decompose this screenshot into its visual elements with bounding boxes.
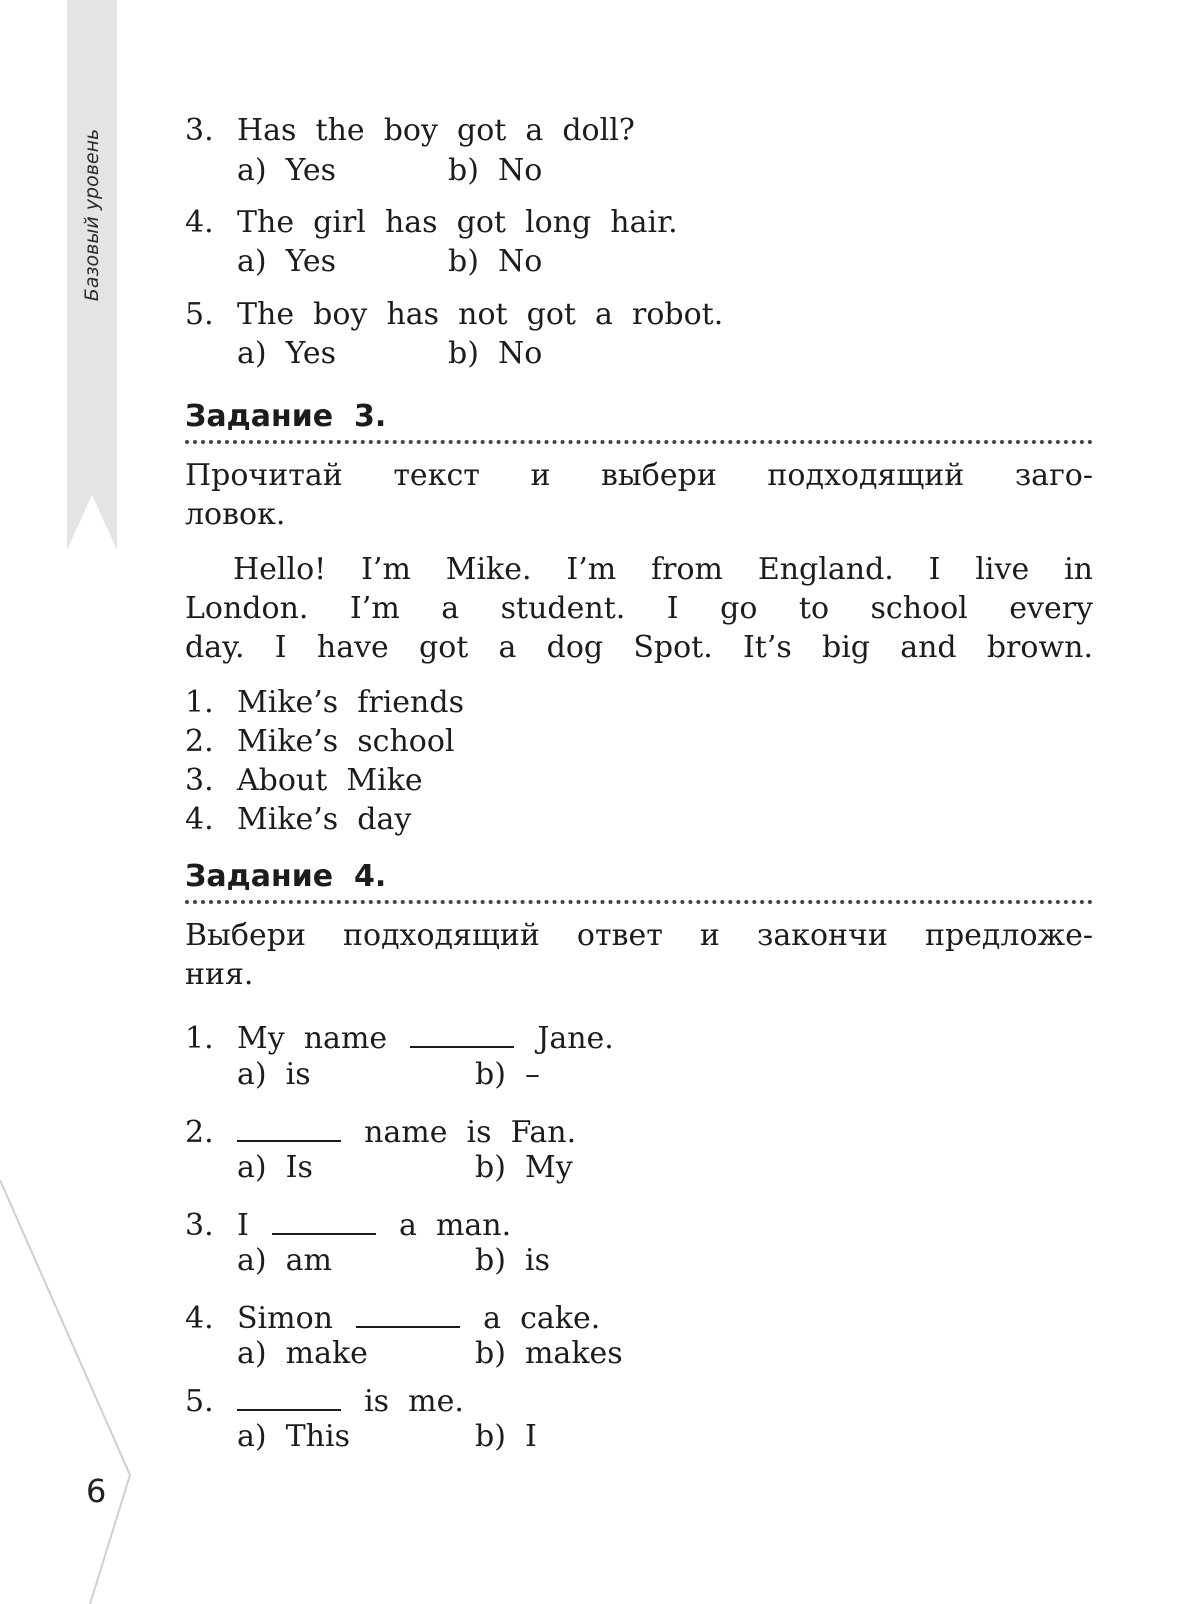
page-number: 6 [86,1472,107,1510]
option-a: a) Yes [237,244,337,279]
dotted-divider [185,900,1093,904]
title-option: 3. About Mike [185,763,423,798]
task-4-instruction-cont: ния. [185,957,254,992]
reading-text-line: day. I have got a dog Spot. It’s big and brown. [185,630,1093,665]
option-a: a) Yes [237,336,337,371]
sentence-3: 3. I a man. [185,1208,512,1243]
option-b: b) No [448,153,543,188]
task-3-instruction-cont: ловок. [185,497,286,532]
option-b: b) is [475,1243,550,1278]
option-b: b) – [475,1057,540,1092]
option-b: b) My [475,1150,573,1185]
sentence-1: 1. My name Jane. [185,1021,614,1056]
option-b: b) makes [475,1336,623,1371]
option-a: a) This [237,1419,350,1454]
reading-text-line: London. I’m a student. I go to school every [185,591,1093,626]
reading-text-line: Hello! I’m Mike. I’m from England. I live in [233,552,1093,587]
option-b: b) I [475,1419,537,1454]
option-a: a) is [237,1057,311,1092]
question-4: 4. The girl has got long hair. [185,205,678,240]
option-b: b) No [448,336,543,371]
sentence-5: 5. is me. [185,1384,464,1419]
option-a: a) make [237,1336,368,1371]
answer-blank[interactable] [410,1020,514,1048]
question-3: 3. Has the boy got a doll? [185,113,635,148]
title-option: 2. Mike’s school [185,724,455,759]
task-4-title: Задание 4. [185,859,387,894]
question-5: 5. The boy has not got a robot. [185,297,724,332]
answer-blank[interactable] [356,1300,460,1328]
side-label: Базовый уровень [81,128,103,302]
answer-blank[interactable] [237,1114,341,1142]
title-option: 4. Mike’s day [185,802,412,837]
answer-blank[interactable] [237,1383,341,1411]
sentence-2: 2. name is Fan. [185,1115,577,1150]
answer-blank[interactable] [272,1207,376,1235]
title-option: 1. Mike’s friends [185,685,464,720]
option-a: a) am [237,1243,332,1278]
option-a: a) Yes [237,153,337,188]
dotted-divider [185,440,1093,444]
option-a: a) Is [237,1150,313,1185]
task-3-title: Задание 3. [185,399,387,434]
sentence-4: 4. Simon a cake. [185,1301,601,1336]
task-4-instruction: Выбери подходящий ответ и закончи предложе- [185,918,1093,953]
option-b: b) No [448,244,543,279]
task-3-instruction: Прочитай текст и выбери подходящий заго- [185,458,1093,493]
page-edge-tab [0,1180,140,1604]
